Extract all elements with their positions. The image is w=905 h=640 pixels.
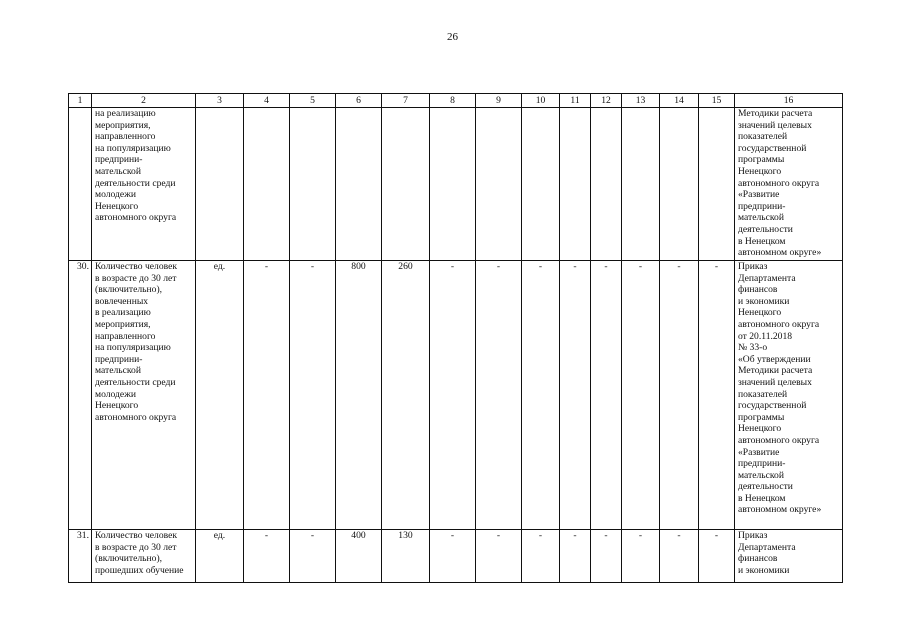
table-header-row [69,94,843,108]
column-header: 15 [699,94,735,108]
table-row [69,530,843,583]
value-cell: - [430,261,476,530]
value-cell: 800 [336,261,382,530]
value-cell: - [522,530,560,583]
table-row [69,261,843,530]
column-header: 16 [735,94,843,108]
value-cell: - [476,530,522,583]
unit-cell [196,108,244,261]
value-cell: - [622,530,660,583]
value-cell: - [244,261,290,530]
value-cell [591,108,622,261]
row-number [69,108,92,261]
value-cell [430,108,476,261]
source-document-text: Приказ Департамента финансов и экономики [738,530,796,576]
value-cell [476,108,522,261]
indicator-name: на реализацию мероприятия, направленного на популяризацию предприни- мательской деятельности среди молодежи Ненецкого автономного округа [92,108,196,261]
column-header: 1 [69,94,92,108]
page-number: 26 [447,31,458,43]
column-header: 8 [430,94,476,108]
column-header: 9 [476,94,522,108]
value-cell [560,108,591,261]
indicator-name [92,530,196,583]
column-header: 2 [92,94,196,108]
column-header: 4 [244,94,290,108]
table-row [69,108,843,261]
column-header: 5 [290,94,336,108]
value-cell: - [591,261,622,530]
column-header: 12 [591,94,622,108]
value-cell [336,108,382,261]
value-cell: - [660,530,699,583]
value-cell: 400 [336,530,382,583]
value-cell: - [560,530,591,583]
value-cell: - [522,261,560,530]
column-header: 11 [560,94,591,108]
indicator-name-text: Количество человек в возрасте до 30 лет (включительно), прошедших обучение [95,530,184,576]
value-cell: - [699,261,735,530]
value-cell: - [290,261,336,530]
value-cell: - [430,530,476,583]
column-header: 13 [622,94,660,108]
value-cell: - [290,530,336,583]
column-header: 10 [522,94,560,108]
column-header: 6 [336,94,382,108]
column-header: 14 [660,94,699,108]
source-document: Приказ Департамента финансов и экономики Ненецкого автономного округа от 20.11.2018 № 33-о «Об утверждении Методики расчета значений целевых показателей государственной программы Ненецкого автономного округа «Развитие предприни- мательской деятельности в Ненецком автономном округе» [735,261,843,530]
value-cell: - [622,261,660,530]
value-cell [290,108,336,261]
value-cell [660,108,699,261]
value-cell: - [560,261,591,530]
value-cell [382,108,430,261]
source-document [735,530,843,583]
source-document: Методики расчета значений целевых показателей государственной программы Ненецкого автономного округа «Развитие предприни- мательской деятельности в Ненецком автономном округе» [735,108,843,261]
value-cell [522,108,560,261]
column-header: 3 [196,94,244,108]
value-cell: - [476,261,522,530]
value-cell: - [244,530,290,583]
row-number: 31. [69,530,92,583]
unit-cell: ед. [196,261,244,530]
value-cell: 130 [382,530,430,583]
indicators-table [68,93,843,583]
value-cell: - [660,261,699,530]
row-number: 30. [69,261,92,530]
unit-cell: ед. [196,530,244,583]
value-cell [699,108,735,261]
column-header: 7 [382,94,430,108]
indicator-name: Количество человек в возрасте до 30 лет (включительно), вовлеченных в реализацию мероприятия, направленного на популяризацию предприни- мательской деятельности среди молодежи Ненецкого автономного округа [92,261,196,530]
value-cell [622,108,660,261]
value-cell: - [591,530,622,583]
value-cell: 260 [382,261,430,530]
value-cell: - [699,530,735,583]
value-cell [244,108,290,261]
